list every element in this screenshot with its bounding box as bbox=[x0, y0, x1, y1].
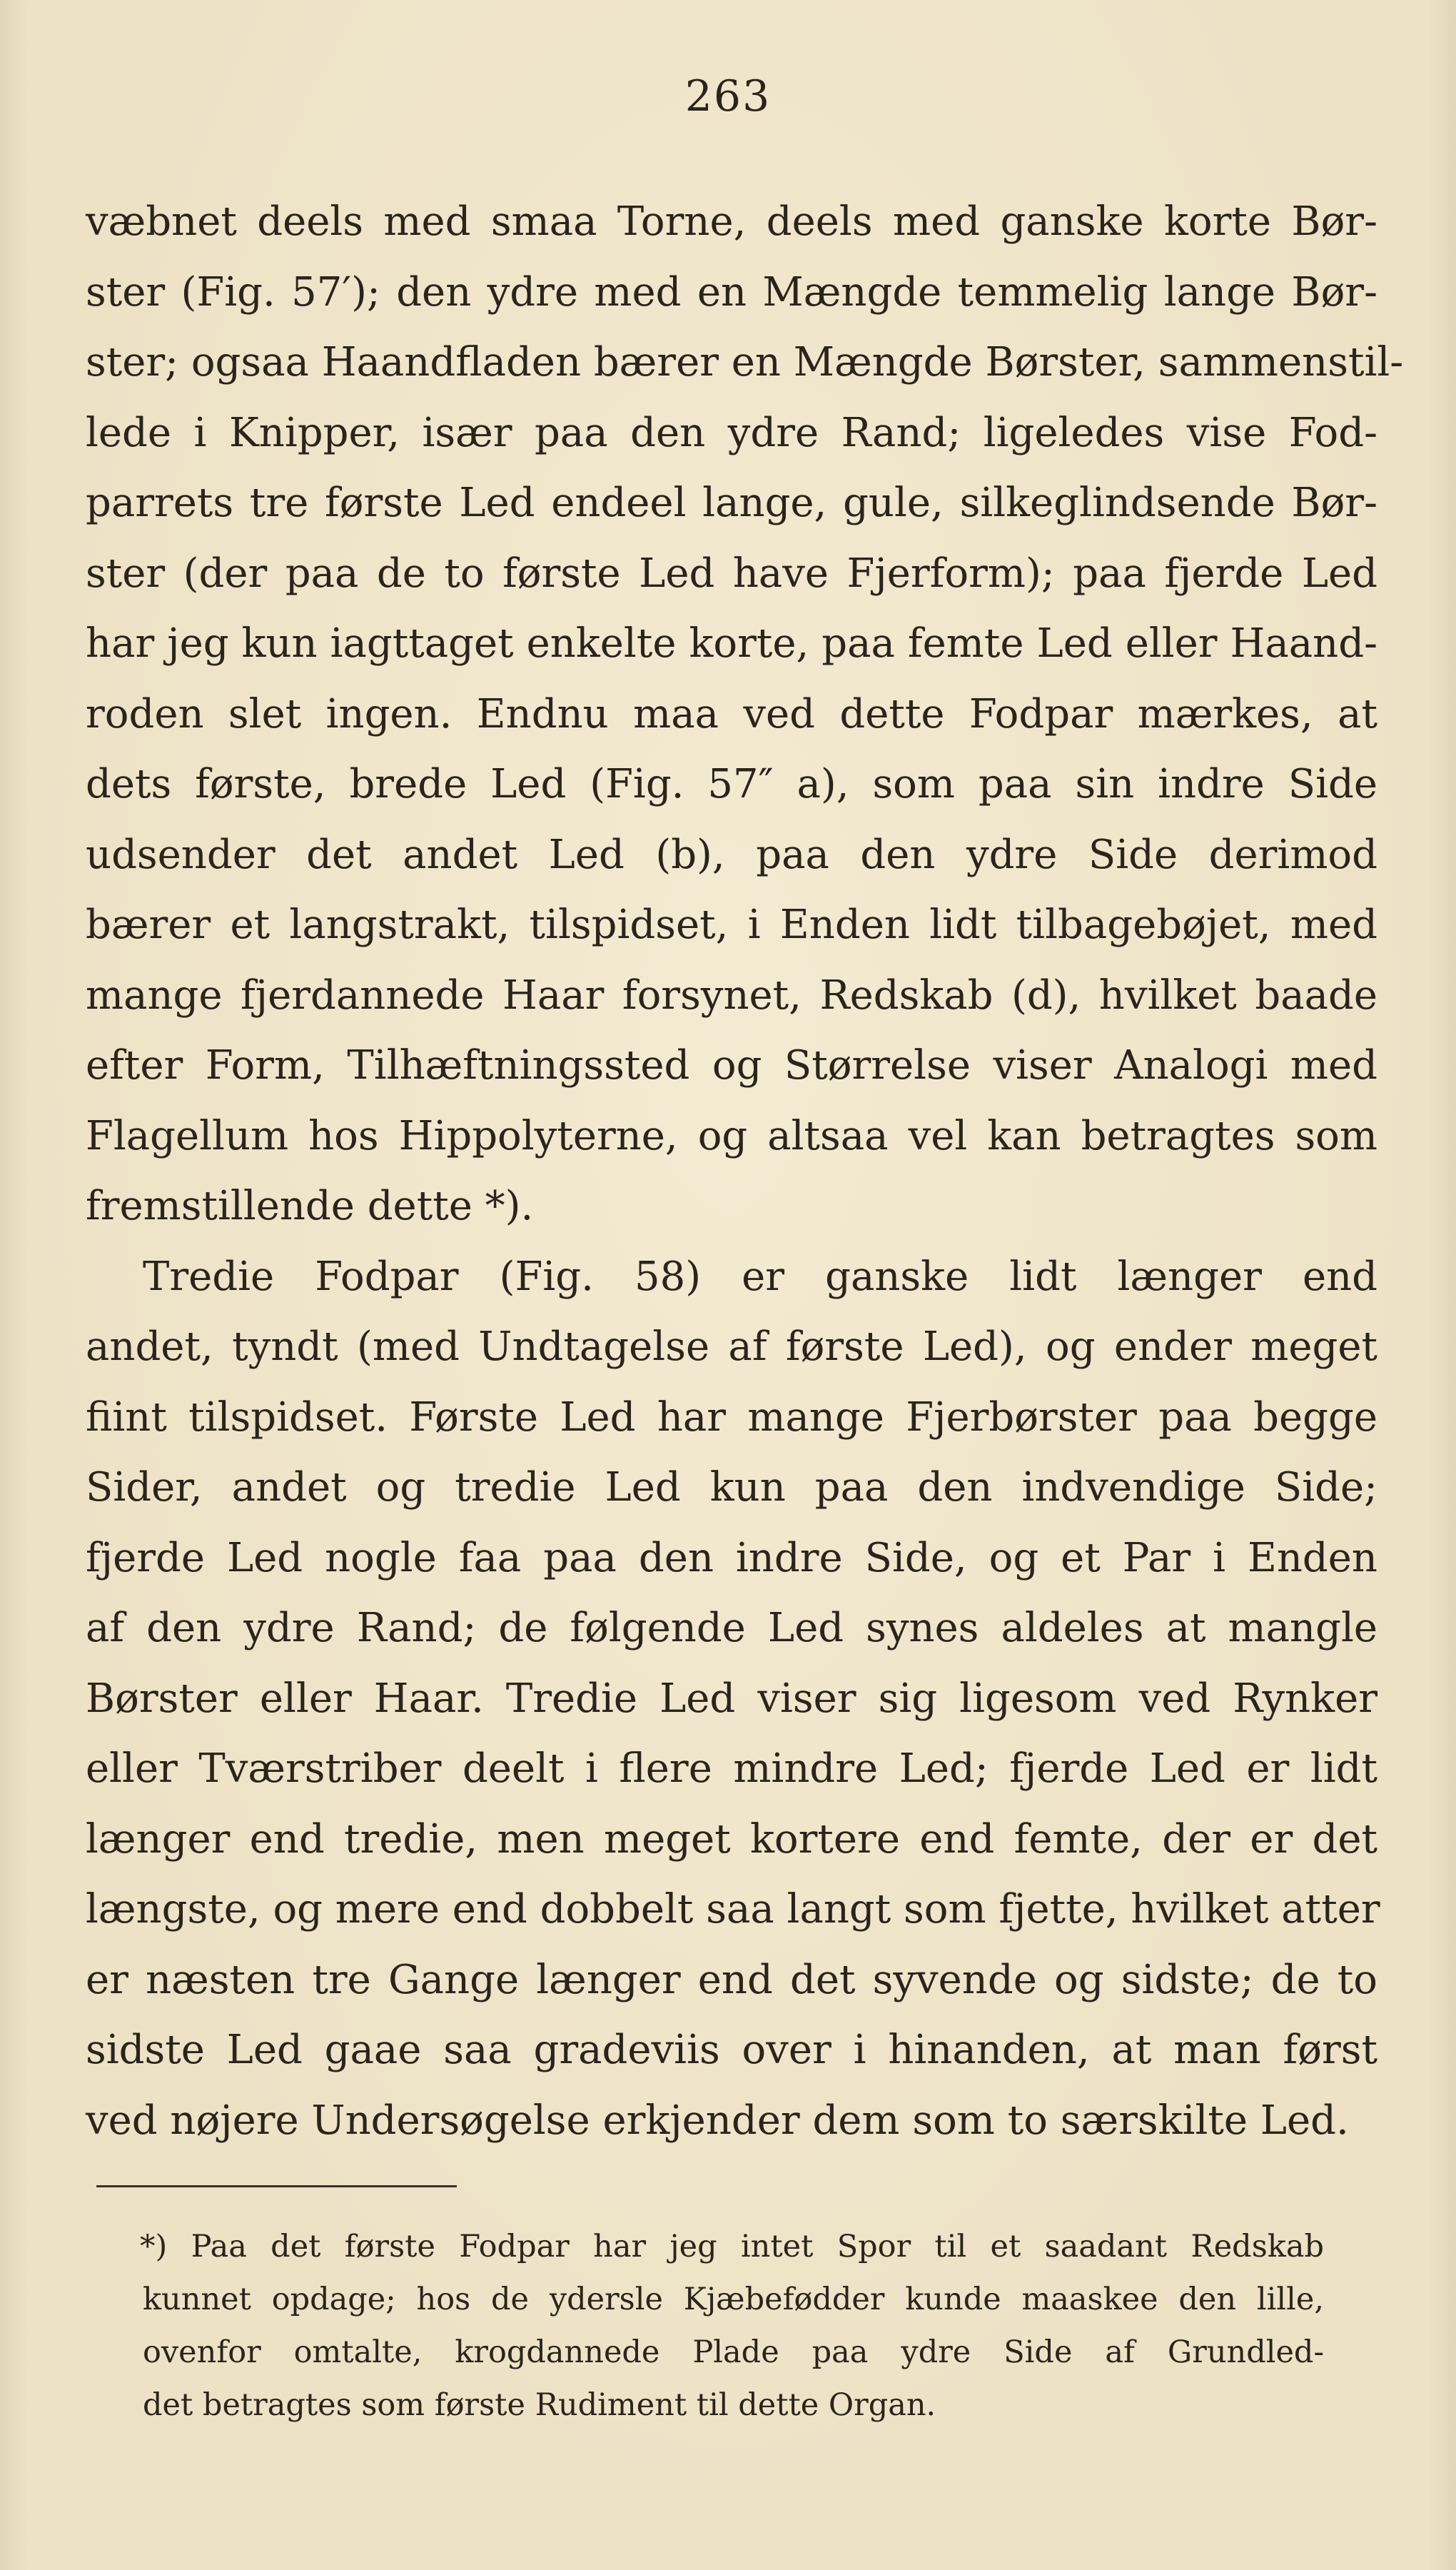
text-line: lede i Knipper, især paa den ydre Rand; ligeledes vise Fod- bbox=[86, 409, 1377, 456]
footnote-line: det betragtes som første Rudiment til dette Organ. bbox=[143, 2387, 936, 2423]
text-line: Sider, andet og tredie Led kun paa den indvendige Side; bbox=[86, 1464, 1377, 1511]
text-line: af den ydre Rand; de følgende Led synes aldeles at mangle bbox=[86, 1605, 1377, 1651]
text-line: længste, og mere end dobbelt saa langt som fjette, hvilket atter bbox=[86, 1886, 1380, 1932]
text-line: har jeg kun iagttaget enkelte korte, paa femte Led eller Haand- bbox=[86, 620, 1377, 667]
footnote-line: *) Paa det første Fodpar har jeg intet Spor til et saadant Redskab bbox=[140, 2229, 1324, 2264]
text-line: fremstillende dette *). bbox=[86, 1183, 534, 1229]
text-line: eller Tværstriber deelt i flere mindre Led; fjerde Led er lidt bbox=[86, 1745, 1377, 1792]
text-line: udsender det andet Led (b), paa den ydre Side derimod bbox=[86, 831, 1377, 878]
text-line: andet, tyndt (med Undtagelse af første Led), og ender meget bbox=[86, 1324, 1377, 1370]
footnote-divider bbox=[96, 2185, 457, 2187]
text-line: efter Form, Tilhæftningssted og Størrelse viser Analogi med bbox=[86, 1042, 1377, 1089]
text-line: Tredie Fodpar (Fig. 58) er ganske lidt længer end bbox=[143, 1253, 1377, 1300]
text-line: ved nøjere Undersøgelse erkjender dem som to særskilte Led. bbox=[86, 2097, 1349, 2144]
text-line: fiint tilspidset. Første Led har mange Fjerbørster paa begge bbox=[86, 1394, 1377, 1441]
text-line: væbnet deels med smaa Torne, deels med ganske korte Bør- bbox=[86, 198, 1377, 245]
text-line: ster; ogsaa Haandfladen bærer en Mængde Børster, sammenstil- bbox=[86, 339, 1404, 386]
footnote-line: ovenfor omtalte, krogdannede Plade paa ydre Side af Grundled- bbox=[143, 2334, 1324, 2370]
text-line: sidste Led gaae saa gradeviis over i hinanden, at man først bbox=[86, 2027, 1377, 2073]
text-line: ster (Fig. 57′); den ydre med en Mængde temmelig lange Bør- bbox=[86, 268, 1377, 316]
text-line: ster (der paa de to første Led have Fjerform); paa fjerde Led bbox=[86, 550, 1377, 597]
text-line: er næsten tre Gange længer end det syvende og sidste; de to bbox=[86, 1956, 1377, 2003]
text-line: parrets tre første Led endeel lange, gule, silkeglindsende Bør- bbox=[86, 480, 1377, 526]
footnote-line: kunnet opdage; hos de ydersle Kjæbefødder kunde maaskee den lille, bbox=[143, 2282, 1324, 2317]
text-line: Børster eller Haar. Tredie Led viser sig ligesom ved Rynker bbox=[86, 1675, 1377, 1722]
text-line: bærer et langstrakt, tilspidset, i Enden lidt tilbagebøjet, med bbox=[86, 902, 1377, 948]
page-number: 263 bbox=[684, 71, 772, 121]
text-line: længer end tredie, men meget kortere end femte, der er det bbox=[86, 1815, 1377, 1863]
footnote bbox=[140, 2220, 1324, 2432]
text-line: dets første, brede Led (Fig. 57″ a), som paa sin indre Side bbox=[86, 761, 1377, 807]
text-line: fjerde Led nogle faa paa den indre Side, og et Par i Enden bbox=[86, 1534, 1377, 1581]
text-line: mange fjerdannede Haar forsynet, Redskab (d), hvilket baade bbox=[86, 972, 1377, 1019]
body-text bbox=[86, 187, 1404, 2156]
text-line: roden slet ingen. Endnu maa ved dette Fodpar mærkes, at bbox=[86, 690, 1377, 737]
text-line: Flagellum hos Hippolyterne, og altsaa vel kan betragtes som bbox=[86, 1112, 1377, 1159]
